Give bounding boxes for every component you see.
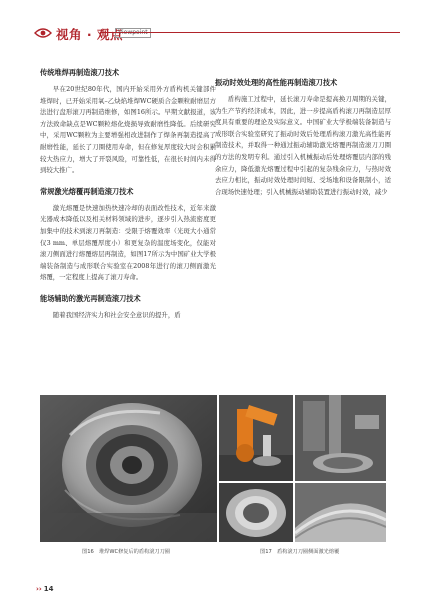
cutter-ring-illustration [40, 395, 217, 542]
section-title: 能场辅助的激光再制造滚刀技术 [40, 293, 141, 303]
cladding-head-illustration [295, 395, 386, 481]
body-paragraph: 早在20世纪80年代，国内开始采用外方盾构机关键部件堆焊时，已开始采用氧–乙炔焰堆焊WC硬质合金颗粒耐磨层方法进行盘形滚刀再制造维修，如图16所示。早期文献报道，该方法致命缺点是WC颗粒熔化烧损导致耐磨性降低。后续研究中，采用WC颗粒为主要增强相改进制作了焊条再制造提高了耐磨性能，延长了刀圈使用寿命，但在修复厚度较大时会积累较大热应力，增大了开裂风险，可靠性低，在很长时间内未得到较大推广。 [40, 85, 216, 175]
section-brand: 视角 · 观点 [56, 27, 123, 42]
figure-17-laser-robot-photo [219, 395, 293, 481]
clad-edge-illustration [295, 483, 386, 542]
page-header [0, 0, 427, 44]
right-column [215, 68, 391, 208]
body-paragraph: 激光熔覆是快速加热快速冷却的表面改性技术，近年来激光器成本降低以及相关材料领域的进步，逐步引入热流密度更加集中的技术到滚刀再制造：受限于熔覆效率（光斑大小通常仅3 mm、单层熔覆厚度小）和更复杂的温度场变化，仅能对滚刀侧面进行熔覆熔层再制造，如图17所示为中国矿业大学极端装备制造与成形联合实验室在2008年进行的滚刀侧面激光熔覆，一定程度上提高了滚刀寿命。 [40, 203, 216, 282]
body-paragraph: 随着我国经济实力和社会安全意识的提升，盾 [52, 310, 181, 319]
page-arrow-icon: ›› [36, 585, 42, 593]
figure-16-cutter-ring-photo [40, 395, 217, 542]
section-title: 常规激光熔覆再制造滚刀技术 [40, 186, 134, 196]
header-rule [100, 32, 400, 33]
figure-16-caption: 图16 堆焊WC修复后的盾构滚刀刀圈 [82, 549, 170, 555]
figure-17-clad-edge-photo [295, 483, 386, 542]
eye-logo-icon [34, 27, 52, 39]
figure-17-cladding-head-photo [295, 395, 386, 481]
figure-17-caption: 图17 盾构滚刀刀圈侧面激光熔覆 [260, 549, 340, 555]
section-title: 振动时效处理的高性能再制造滚刀技术 [215, 78, 338, 87]
viewpoint-tag: Viewpoint [115, 28, 151, 38]
page-number [36, 585, 54, 593]
ring-top-illustration [219, 483, 293, 542]
body-paragraph: 盾构施工过程中，延长滚刀寿命是提高换刀周期的关键，为生产节约经济成本，因此，进一步提高盾构滚刀再制造层厚度具有重要的理论及实际意义。中国矿业大学极端装备制造与成形联合实验室研究了振动时效后处理盾构滚刀激光高性能再制造技术，并取得一种通过振动辅助激光熔覆再制造滚刀刀圈的方法的发明专利。通过引入机械振动后处理熔覆层内部的残余应力，降低激光熔覆过程中引起的复杂残余应力，与热时效去应力相比，振动时效处理时间短、受场地和设备限制小，适合现场快速处理；引入机械振动辅助装置进行振动时效，减少 [215, 95, 391, 196]
section-title: 传统堆焊再制造滚刀技术 [40, 68, 120, 77]
laser-robot-illustration [219, 395, 293, 481]
page-number-value: 14 [43, 585, 54, 593]
left-column [40, 68, 216, 332]
figure-17-ring-top-photo [219, 483, 293, 542]
